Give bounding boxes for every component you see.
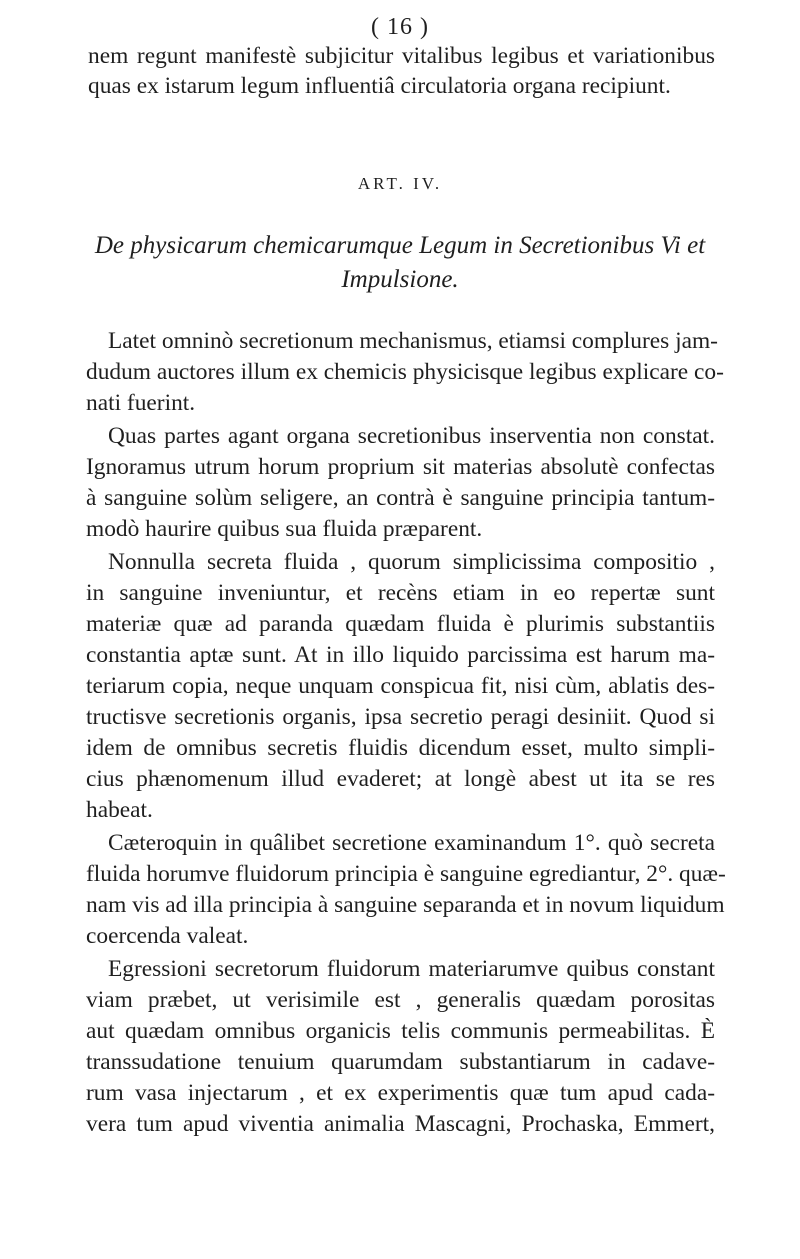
paragraph-3-line: materiæ quæ ad paranda quædam fluida è plurimis substantiis <box>86 611 715 637</box>
paragraph-2-line: modò haurire quibus sua fluida præparent. <box>86 516 483 542</box>
paragraph-3-line: cius phænomenum illud evaderet; at longè abest ut ita se res <box>86 766 715 792</box>
paragraph-3-line: constantia aptæ sunt. At in illo liquido parcissima est harum ma- <box>86 642 715 668</box>
paragraph-2-line: Quas partes agant organa secretionibus inserventia non constat. <box>108 423 715 449</box>
paragraph-5-line: transsudatione tenuium quarumdam substantiarum in cadave- <box>86 1049 715 1075</box>
intro-line: nem regunt manifestè subjicitur vitalibus legibus et variationibus <box>88 43 715 69</box>
paragraph-1-line: Latet omninò secretionum mechanismus, etiamsi complures jam- <box>108 328 718 354</box>
paragraph-5-line: rum vasa injectarum , et ex experimentis quæ tum apud cada- <box>86 1080 715 1106</box>
paragraph-3-line: in sanguine inveniuntur, et recèns etiam in eo repertæ sunt <box>86 580 715 606</box>
paragraph-4-line: fluida horumve fluidorum principia è sanguine egrediantur, 2°. quæ- <box>86 861 726 887</box>
paragraph-1-line: nati fuerint. <box>86 390 196 416</box>
article-title-line: De physicarum chemicarumque Legum in Secretionibus Vi et <box>94 232 706 259</box>
paragraph-3-line: teriarum copia, neque unquam conspicua fit, nisi cùm, ablatis des- <box>86 673 715 699</box>
paragraph-3-line: tructisve secretionis organis, ipsa secretio peragi desiniit. Quod si <box>86 704 715 730</box>
paragraph-5-line: aut quædam omnibus organicis telis communis permeabilitas. È <box>86 1018 715 1044</box>
page-number: ( 16 ) <box>371 14 429 40</box>
intro-line: quas ex istarum legum influentiâ circulatoria organa recipiunt. <box>88 73 671 99</box>
paragraph-3-line: idem de omnibus secretis fluidis dicendum esset, multo simpli- <box>86 735 715 761</box>
paragraph-4-line: coercenda valeat. <box>86 923 249 949</box>
paragraph-2-line: à sanguine solùm seligere, an contrà è sanguine principia tantum- <box>86 485 715 511</box>
article-title-line: Impulsione. <box>341 266 459 293</box>
paragraph-5-line: viam præbet, ut verisimile est , generalis quædam porositas <box>86 987 715 1013</box>
paragraph-4-line: nam vis ad illa principia à sanguine separanda et in novum liquidum <box>86 892 725 918</box>
paragraph-1-line: dudum auctores illum ex chemicis physicisque legibus explicare co- <box>86 359 724 385</box>
paragraph-5-line: Egressioni secretorum fluidorum materiarumve quibus constant <box>108 956 715 982</box>
paragraph-3-line: habeat. <box>86 797 153 823</box>
paragraph-2-line: Ignoramus utrum horum proprium sit materias absolutè confectas <box>86 454 715 480</box>
paragraph-5-line: vera tum apud viventia animalia Mascagni, Prochaska, Emmert, <box>86 1111 715 1137</box>
article-heading: ART. IV. <box>357 174 443 193</box>
paragraph-3-line: Nonnulla secreta fluida , quorum simplicissima compositio , <box>108 549 715 575</box>
paragraph-4-line: Cæteroquin in quâlibet secretione examinandum 1°. quò secreta <box>108 830 715 856</box>
